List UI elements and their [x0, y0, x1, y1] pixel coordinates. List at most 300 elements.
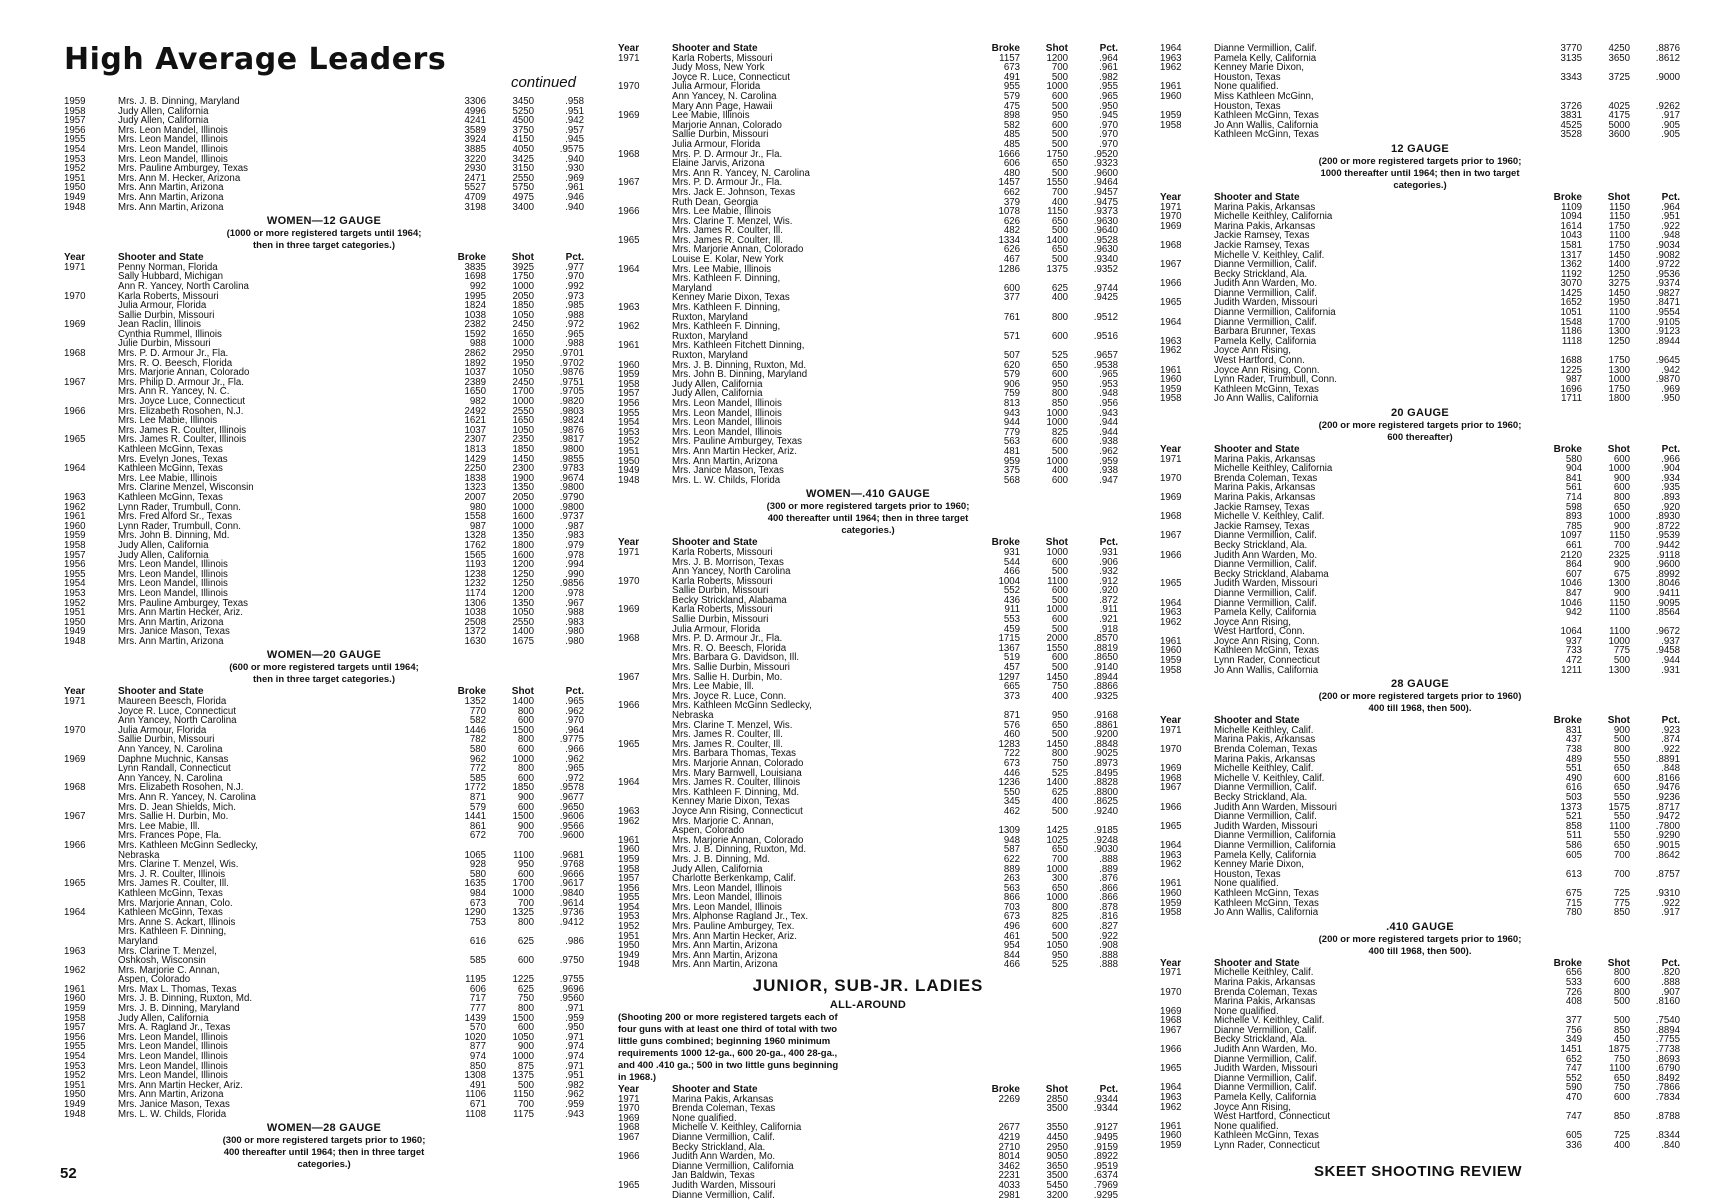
- shot-cell: 850: [1613, 1024, 1630, 1036]
- results-table: [64, 97, 584, 212]
- shooter-cell: Julia Armour, Florida: [672, 623, 761, 635]
- pct-cell: .974: [565, 1041, 584, 1053]
- column-header: Year: [1160, 957, 1182, 969]
- shooter-cell: Becky Strickland, Ala.: [1214, 268, 1308, 280]
- broke-cell: 1038: [464, 607, 486, 619]
- pct-cell: .7969: [1093, 1179, 1118, 1191]
- shooter-cell: Mrs. Kathleen F. Dinning,: [672, 302, 781, 314]
- year-cell: 1959: [1160, 897, 1182, 909]
- broke-cell: 3135: [1560, 52, 1582, 64]
- shooter-cell: Mrs. Leon Mandel, Illinois: [672, 882, 782, 894]
- shooter-cell: Marina Pakis, Arkansas: [672, 1093, 774, 1105]
- shot-cell: 775: [1613, 645, 1630, 657]
- year-cell: [618, 63, 672, 73]
- shot-cell: 700: [1051, 186, 1068, 198]
- shooter-cell: Marina Pakis, Arkansas: [1214, 734, 1316, 746]
- year-cell: 1963: [64, 945, 86, 957]
- shot-cell: 900: [1613, 724, 1630, 736]
- pct-cell: .930: [565, 163, 584, 175]
- broke-cell: 466: [1003, 566, 1020, 578]
- pct-cell: .9030: [1093, 844, 1118, 856]
- shooter-cell: Mrs. Joyce R. Luce, Conn.: [672, 690, 787, 702]
- broke-cell: 2269: [998, 1093, 1020, 1105]
- shooter-cell: Mrs. Leon Mandel, Illinois: [118, 134, 228, 146]
- pct-cell: .9666: [559, 868, 584, 880]
- year-cell: 1969: [618, 110, 640, 122]
- year-cell: 1964: [1160, 1082, 1182, 1094]
- year-cell: 1967: [1160, 259, 1182, 271]
- pct-cell: .9600: [1655, 559, 1680, 571]
- shooter-cell: Becky Strickland, Alabama: [1214, 568, 1329, 580]
- pct-cell: .9458: [1655, 645, 1680, 657]
- shooter-cell: Judith Ann Warden, Mo.: [672, 1151, 776, 1163]
- shot-cell: 1025: [1046, 834, 1068, 846]
- shooter-cell: Mrs. James R. Coulter, Ill.: [118, 878, 229, 890]
- year-cell: 1953: [618, 911, 640, 923]
- shooter-cell: Mrs. Philip D. Armour Jr., Fla.: [118, 376, 244, 388]
- pct-cell: .872: [1099, 594, 1118, 606]
- year-cell: 1966: [618, 1151, 640, 1163]
- pct-cell: .9248: [1093, 834, 1118, 846]
- shot-cell: 600: [1051, 614, 1068, 626]
- shot-cell: 1850: [512, 782, 534, 794]
- pct-cell: .8866: [1093, 681, 1118, 693]
- year-cell: 1948: [618, 959, 640, 971]
- pct-cell: .911: [1099, 604, 1118, 616]
- shot-cell: 1000: [1046, 863, 1068, 875]
- column-right: [1160, 44, 1680, 1151]
- year-cell: 1967: [618, 671, 640, 683]
- shooter-cell: Ann Yancey, North Carolina: [672, 566, 791, 578]
- shot-cell: 500: [1051, 623, 1068, 635]
- pct-cell: .9575: [559, 143, 584, 155]
- shooter-cell: Pamela Kelly, California: [1214, 607, 1317, 619]
- table-row: [618, 1191, 1118, 1201]
- broke-cell: 1046: [1560, 597, 1582, 609]
- shooter-cell: Mrs. Marjorie Annan, Colorado: [672, 834, 804, 846]
- shot-cell: 400: [1051, 196, 1068, 208]
- year-cell: 1965: [618, 234, 640, 246]
- shooter-cell: Judy Allen, California: [672, 388, 763, 400]
- year-cell: 1948: [64, 635, 86, 647]
- year-cell: 1969: [1160, 1005, 1182, 1017]
- broke-cell: 490: [1565, 772, 1582, 784]
- shooter-cell: Julia Armour, Florida: [672, 81, 761, 93]
- shooter-cell: Jo Ann Wallis, California: [1214, 907, 1319, 919]
- pct-cell: .990: [565, 568, 584, 580]
- broke-cell: 571: [1003, 330, 1020, 342]
- year-cell: 1966: [1160, 278, 1182, 290]
- broke-cell: 620: [1003, 359, 1020, 371]
- pct-cell: .876: [1099, 873, 1118, 885]
- pct-cell: .971: [565, 1031, 584, 1043]
- shot-cell: 3450: [512, 96, 534, 107]
- shooter-cell: Marina Pakis, Arkansas: [1214, 753, 1316, 765]
- section: [64, 215, 584, 646]
- year-cell: 1949: [618, 949, 640, 961]
- broke-cell: 911: [1004, 604, 1020, 616]
- shooter-cell: Karla Roberts, Missouri: [672, 546, 773, 558]
- pct-cell: .955: [1099, 81, 1118, 93]
- year-cell: 1966: [618, 206, 640, 218]
- shooter-cell: Mrs. Pauline Amburgey, Texas: [672, 436, 802, 448]
- shot-cell: 2850: [1046, 1093, 1068, 1105]
- broke-cell: 606: [1003, 158, 1020, 170]
- shooter-cell: Sallie Durbin, Missouri: [118, 309, 215, 321]
- year-cell: 1970: [1160, 472, 1182, 484]
- shooter-cell: Mrs. R. O. Beesch, Florida: [118, 357, 233, 369]
- year-cell: 1960: [1160, 1130, 1182, 1142]
- shot-cell: 5450: [1046, 1179, 1068, 1191]
- year-cell: 1963: [618, 805, 640, 817]
- shot-cell: 1450: [1608, 287, 1630, 299]
- shooter-cell: Mrs. Leon Mandel, Illinois: [118, 1031, 228, 1043]
- year-cell: 1961: [1160, 81, 1182, 93]
- shooter-cell: Dianne Vermillion, California: [1214, 307, 1336, 319]
- section-note: and 400 .410 ga.; 500 in two little guns beginning: [618, 1060, 839, 1072]
- shot-cell: 2050: [512, 290, 534, 302]
- pct-cell: .8650: [1093, 652, 1118, 664]
- year-cell: 1959: [1160, 655, 1182, 667]
- shooter-cell: Sally Hubbard, Michigan: [118, 271, 224, 283]
- broke-cell: 3726: [1560, 100, 1582, 112]
- year-cell: 1957: [64, 115, 86, 127]
- shooter-cell: Michelle Keithley, Calif.: [1214, 724, 1314, 736]
- broke-cell: 579: [1003, 90, 1020, 102]
- shooter-cell: Joyce Ann Rising, Conn.: [1214, 364, 1320, 376]
- pct-cell: .820: [1661, 967, 1680, 979]
- column-header: Broke: [991, 537, 1020, 549]
- broke-cell: 841: [1565, 472, 1582, 484]
- shot-cell: 1000: [1608, 374, 1630, 386]
- pct-cell: .970: [565, 715, 584, 727]
- broke-cell: 3220: [464, 153, 486, 165]
- shooter-cell: Lynn Rader, Trumbull, Conn.: [118, 520, 241, 532]
- year-cell: 1965: [1160, 1063, 1182, 1075]
- broke-cell: 1838: [464, 472, 486, 484]
- section-title: JUNIOR, SUB-JR. LADIES: [752, 976, 984, 996]
- shooter-cell: Judy Allen, California: [118, 549, 209, 561]
- pct-cell: .9800: [559, 482, 584, 494]
- shooter-cell: Mrs. Lee Mabie, Ill.: [672, 681, 754, 693]
- broke-cell: 563: [1003, 436, 1020, 448]
- shot-cell: 525: [1051, 767, 1068, 779]
- results-table: [618, 538, 1118, 970]
- pct-cell: .9737: [559, 511, 584, 523]
- broke-cell: 496: [1003, 921, 1020, 933]
- pct-cell: .8894: [1655, 1024, 1680, 1036]
- shot-cell: 825: [1051, 426, 1068, 438]
- year-cell: 1958: [64, 1012, 86, 1024]
- broke-cell: 1109: [1561, 201, 1582, 213]
- broke-cell: 377: [1565, 1015, 1582, 1027]
- broke-cell: 507: [1003, 350, 1020, 361]
- shot-cell: 500: [1613, 734, 1630, 746]
- broke-cell: 3198: [464, 201, 486, 213]
- pct-cell: .9373: [1093, 206, 1118, 218]
- broke-cell: 1813: [464, 444, 486, 455]
- shot-cell: 1000: [1046, 546, 1068, 558]
- shooter-cell: Judith Warden, Missouri: [1214, 297, 1318, 309]
- pct-cell: .948: [1099, 388, 1118, 400]
- shot-cell: 800: [1051, 748, 1068, 760]
- broke-cell: 1592: [464, 328, 486, 340]
- shot-cell: 800: [1613, 491, 1630, 503]
- pct-cell: .9803: [559, 405, 584, 417]
- shot-cell: 1100: [1609, 230, 1630, 242]
- broke-cell: 3462: [998, 1160, 1020, 1172]
- year-cell: 1956: [64, 559, 86, 571]
- shot-cell: 1000: [1046, 455, 1068, 467]
- shot-cell: 500: [1051, 594, 1068, 606]
- pct-cell: .959: [1099, 455, 1118, 467]
- pct-cell: .9240: [1093, 805, 1118, 817]
- results-table: [618, 1085, 1118, 1200]
- year-cell: [64, 416, 118, 426]
- shot-cell: 1100: [513, 849, 534, 861]
- shot-cell: 400: [1051, 690, 1068, 702]
- shooter-cell: Mrs. Ann R. Yancey, N. Carolina: [672, 167, 810, 179]
- broke-cell: 491: [1003, 71, 1020, 83]
- pct-cell: .8166: [1655, 772, 1680, 784]
- pct-cell: .8944: [1093, 671, 1118, 683]
- shooter-cell: Mrs. Marjorie C. Annan,: [672, 815, 774, 827]
- shot-cell: 1550: [1046, 177, 1068, 189]
- broke-cell: 777: [469, 1003, 486, 1015]
- shot-cell: 1250: [1608, 335, 1630, 347]
- year-cell: 1969: [64, 753, 86, 765]
- shooter-cell: Judith Warden, Missouri: [1214, 820, 1318, 832]
- broke-cell: 8014: [998, 1151, 1020, 1163]
- broke-cell: 475: [1003, 100, 1020, 112]
- shot-cell: 600: [517, 1022, 534, 1034]
- pct-cell: .8495: [1093, 767, 1118, 779]
- shooter-cell: Mrs. Kathleen Fitchett Dinning,: [672, 340, 805, 352]
- year-cell: 1952: [64, 163, 86, 175]
- broke-cell: 2250: [464, 463, 486, 475]
- section-note: (600 or more registered targets until 1964;: [229, 662, 419, 674]
- broke-cell: 1308: [464, 1070, 486, 1082]
- year-cell: 1967: [618, 177, 640, 189]
- year-cell: 1948: [64, 201, 86, 213]
- shot-cell: 500: [1613, 655, 1630, 667]
- shot-cell: 1750: [1608, 220, 1630, 232]
- broke-cell: 1046: [1560, 578, 1582, 590]
- pct-cell: .8722: [1655, 520, 1680, 532]
- shooter-cell: Joyce Ann Rising, Connecticut: [672, 805, 803, 817]
- broke-cell: 866: [1003, 892, 1020, 904]
- broke-cell: 1065: [464, 849, 486, 861]
- shot-cell: 650: [1613, 763, 1630, 775]
- broke-cell: 616: [469, 935, 486, 947]
- year-cell: 1969: [618, 604, 640, 616]
- shooter-cell: Becky Strickland, Ala.: [1214, 1034, 1308, 1046]
- column-header: Year: [1160, 191, 1182, 203]
- shooter-cell: Mrs. J. R. Coulter, Illinois: [118, 868, 226, 880]
- shot-cell: 800: [517, 705, 534, 717]
- shot-cell: 825: [1051, 911, 1068, 923]
- shooter-cell: Maryland: [118, 935, 158, 947]
- section-note: four guns with at least one third of total with two: [618, 1024, 838, 1036]
- broke-cell: 598: [1565, 501, 1582, 513]
- column-header: Year: [1160, 715, 1182, 727]
- section-note: 400 thereafter until 1964; then in three target: [223, 1147, 425, 1159]
- broke-cell: [1534, 82, 1582, 92]
- shot-cell: 1225: [512, 974, 534, 986]
- pct-cell: .964: [1099, 52, 1118, 64]
- shot-cell: 1100: [1609, 307, 1630, 319]
- shooter-cell: Dianne Vermillion, Calif.: [1214, 1082, 1317, 1094]
- broke-cell: 3770: [1560, 43, 1582, 54]
- broke-cell: 673: [1003, 62, 1020, 74]
- broke-cell: 1118: [1561, 335, 1582, 347]
- pct-cell: .8625: [1093, 796, 1118, 808]
- shot-cell: 1950: [512, 357, 534, 369]
- pct-cell: .8046: [1655, 578, 1680, 590]
- shot-cell: 1700: [512, 386, 534, 398]
- pct-cell: .931: [1661, 664, 1680, 676]
- shot-cell: [1582, 82, 1630, 92]
- shot-cell: 1150: [1609, 201, 1630, 213]
- shot-cell: 650: [1613, 501, 1630, 513]
- shooter-cell: Karla Roberts, Missouri: [672, 575, 773, 587]
- year-cell: 1951: [618, 930, 640, 942]
- column-header: Pct.: [1099, 43, 1118, 54]
- shot-cell: 1000: [1608, 463, 1630, 475]
- broke-cell: 1711: [1561, 393, 1582, 405]
- shooter-cell: Pamela Kelly, California: [1214, 849, 1317, 861]
- year-cell: 1964: [64, 463, 86, 475]
- shot-cell: 1150: [1609, 211, 1630, 223]
- shooter-cell: Mrs. Marjorie Annan, Colorado: [672, 757, 804, 769]
- broke-cell: 373: [1003, 690, 1020, 702]
- shooter-cell: Mrs. J. B. Dinning, Maryland: [118, 96, 240, 107]
- year-cell: 1960: [1160, 887, 1182, 899]
- shot-cell: 1250: [512, 568, 534, 580]
- shooter-cell: Sallie Durbin, Missouri: [672, 614, 769, 626]
- broke-cell: 622: [1003, 853, 1020, 865]
- broke-cell: 1317: [1560, 249, 1582, 261]
- shot-cell: 1000: [512, 520, 534, 532]
- shot-cell: 725: [1613, 887, 1630, 899]
- pct-cell: .9827: [1655, 287, 1680, 299]
- year-cell: 1957: [64, 549, 86, 561]
- shot-cell: 700: [1613, 849, 1630, 861]
- shot-cell: 2050: [512, 491, 534, 503]
- year-cell: 1963: [1160, 1092, 1182, 1104]
- broke-cell: 590: [1565, 1082, 1582, 1094]
- shot-cell: 875: [517, 1060, 534, 1072]
- broke-cell: 544: [1003, 556, 1020, 568]
- year-cell: 1948: [618, 474, 640, 486]
- pct-cell: .8891: [1655, 753, 1680, 765]
- shooter-cell: Kathleen McGinn, Texas: [1214, 887, 1319, 899]
- section: [64, 97, 584, 212]
- broke-cell: 1157: [999, 52, 1020, 64]
- shot-cell: 1100: [1609, 820, 1630, 832]
- broke-cell: 585: [469, 772, 486, 784]
- shooter-cell: Mrs. Ann R. Yancey, N. Carolina: [118, 792, 256, 803]
- section-note: in 1968.): [618, 1072, 657, 1084]
- shooter-cell: Mrs. Leon Mandel, Illinois: [672, 892, 782, 904]
- shooter-cell: Mrs. James R. Coulter, Ill.: [672, 234, 783, 246]
- year-cell: [618, 749, 672, 759]
- shooter-cell: Mrs. Jack E. Johnson, Texas: [672, 186, 796, 198]
- column-header: Broke: [991, 43, 1020, 54]
- shooter-cell: Mrs. Lee Mabie, Illinois: [118, 415, 218, 427]
- broke-cell: 1078: [998, 206, 1020, 218]
- year-cell: 1956: [64, 124, 86, 136]
- shot-cell: 550: [1613, 830, 1630, 842]
- broke-cell: 1186: [1561, 326, 1582, 338]
- year-cell: 1959: [64, 96, 86, 107]
- pct-cell: .9705: [559, 386, 584, 398]
- pct-cell: .988: [565, 309, 584, 321]
- column-header: Broke: [1553, 444, 1582, 455]
- shooter-cell: Jean Raclin, Illinois: [118, 319, 201, 331]
- shot-cell: 1750: [512, 271, 534, 283]
- shooter-cell: None qualified.: [1214, 81, 1279, 93]
- year-cell: 1968: [618, 1122, 640, 1134]
- broke-cell: 747: [1565, 1063, 1582, 1075]
- shot-cell: 600: [1051, 330, 1068, 342]
- broke-cell: 937: [1565, 635, 1582, 647]
- shooter-cell: Mrs. Barbara G. Davidson, Ill.: [672, 652, 800, 664]
- broke-cell: 1108: [465, 1108, 486, 1120]
- shooter-cell: Kenney Marie Dixon, Texas: [672, 292, 790, 304]
- pct-cell: .8788: [1655, 1111, 1680, 1123]
- shot-cell: 900: [1613, 472, 1630, 484]
- broke-cell: 1715: [998, 633, 1020, 645]
- shooter-cell: Oshkosh, Wisconsin: [118, 955, 206, 967]
- broke-cell: 336: [1565, 1140, 1582, 1151]
- shot-cell: 600: [517, 868, 534, 880]
- shooter-cell: Mrs. Alphonse Ragland Jr., Tex.: [672, 911, 809, 923]
- year-cell: 1965: [64, 434, 86, 446]
- pct-cell: .9411: [1656, 587, 1680, 599]
- pct-cell: .9340: [1093, 254, 1118, 266]
- pct-cell: .9512: [1093, 311, 1118, 323]
- broke-cell: 733: [1565, 645, 1582, 657]
- year-cell: 1969: [618, 1112, 640, 1124]
- pct-cell: .9876: [559, 424, 584, 436]
- broke-cell: 503: [1565, 792, 1582, 803]
- column-left: [64, 44, 584, 1172]
- shot-cell: 1550: [1046, 642, 1068, 654]
- broke-cell: 1195: [465, 974, 486, 986]
- year-cell: 1961: [1160, 364, 1182, 376]
- pct-cell: .9519: [1093, 1160, 1118, 1172]
- shot-cell: 1675: [512, 635, 534, 647]
- shooter-cell: Joyce Ann Rising,: [1214, 616, 1292, 628]
- broke-cell: 1441: [464, 811, 486, 823]
- shooter-cell: Mrs. Ann Martin, Arizona: [118, 635, 224, 647]
- year-cell: 1959: [618, 853, 640, 865]
- shooter-cell: Mrs. P. D. Armour Jr., Fla.: [672, 148, 783, 160]
- shot-cell: 4450: [1046, 1132, 1068, 1143]
- section: [618, 976, 1118, 996]
- year-cell: 1958: [1160, 907, 1182, 919]
- pct-cell: .7540: [1655, 1015, 1680, 1027]
- shooter-cell: West Hartford, Conn.: [1214, 626, 1305, 638]
- pct-cell: .965: [565, 328, 584, 340]
- broke-cell: 1696: [1560, 383, 1582, 395]
- page-subtitle: continued: [510, 74, 576, 91]
- broke-cell: 761: [1003, 311, 1020, 323]
- broke-cell: 673: [1003, 911, 1020, 923]
- broke-cell: 408: [1565, 996, 1582, 1008]
- shooter-cell: Brenda Coleman, Texas: [1214, 986, 1318, 998]
